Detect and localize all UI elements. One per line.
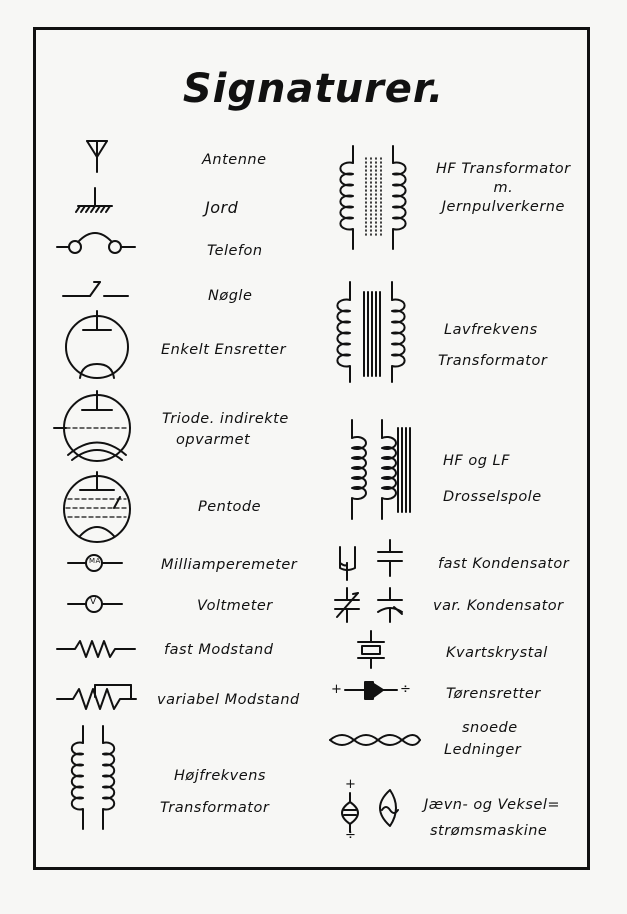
label-voltmeter: Voltmeter: [197, 598, 273, 614]
dc-ac-machines-symbol: [342, 790, 398, 832]
label-snoede-line2: Ledninger: [444, 742, 522, 758]
choke-coils-symbol: [352, 420, 410, 519]
label-ensretter: Enkelt Ensretter: [161, 342, 287, 358]
diode-valve-symbol: [66, 311, 128, 378]
variable-resistor-symbol: [57, 685, 136, 709]
label-fast-kondensator: fast Kondensator: [438, 556, 570, 572]
quartz-crystal-symbol: [358, 631, 384, 668]
triode-symbol: [54, 391, 130, 461]
label-telefon: Telefon: [207, 243, 263, 259]
label-hf-jernkerne: [436, 160, 571, 217]
label-maskine-line1: Jævn- og Veksel=: [424, 797, 561, 813]
v-glyph: V: [90, 597, 97, 607]
label-hf-line1: Højfrekvens: [174, 768, 266, 784]
page-title: Signaturer.: [182, 66, 445, 112]
label-lf-line2: Transformator: [438, 353, 548, 369]
telephone-symbol: [57, 233, 135, 253]
twisted-wires-symbol: [330, 735, 420, 745]
earth-symbol: [76, 188, 112, 212]
machine-plus-glyph: +: [345, 777, 357, 792]
label-snoede-ledninger: [444, 717, 521, 761]
ma-glyph: MA: [89, 557, 101, 565]
label-maskine: [424, 792, 560, 844]
label-antenne: Antenne: [202, 152, 267, 168]
minus-glyph: ÷: [400, 682, 412, 697]
label-variabel-modstand: variabel Modstand: [157, 692, 300, 708]
label-hf-line2: Transformator: [160, 800, 270, 816]
fixed-capacitor-symbol: [340, 540, 402, 580]
label-pentode: Pentode: [198, 499, 262, 515]
label-drossel-line2: Drosselspole: [443, 489, 542, 505]
label-kvartskrystal: Kvartskrystal: [446, 645, 548, 661]
lf-transformer-symbol: [337, 282, 404, 382]
label-milliamperemeter: Milliamperemeter: [161, 557, 298, 573]
label-torensretter: Tørensretter: [446, 686, 541, 702]
plus-glyph: +: [331, 682, 343, 697]
variable-capacitor-symbol: [335, 588, 402, 622]
antenna-symbol: [87, 141, 107, 172]
label-drosselspole: [443, 443, 542, 515]
label-drossel-line1: HF og LF: [443, 453, 510, 469]
hf-transformer-symbol: [72, 726, 114, 829]
label-nogle: Nøgle: [208, 288, 253, 304]
label-triode-line1: Triode. indirekte: [162, 411, 289, 427]
hf-iron-core-transformer-symbol: [340, 146, 405, 249]
label-hf-jern-line3: Jernpulverkerne: [441, 199, 565, 215]
label-lf-line1: Lavfrekvens: [444, 322, 538, 338]
pentode-symbol: [64, 472, 130, 542]
label-hf-jern-line1: HF Transformator: [436, 161, 571, 177]
label-maskine-line2: strømsmaskine: [430, 823, 548, 839]
fixed-resistor-symbol: [57, 641, 135, 657]
label-var-kondensator: var. Kondensator: [433, 598, 564, 614]
label-fast-modstand: fast Modstand: [164, 642, 274, 658]
label-hf-jern-line2: m.: [493, 180, 514, 196]
key-symbol: [63, 282, 128, 296]
label-hf-transformator: [160, 760, 269, 824]
label-triode: [162, 409, 289, 451]
dry-rectifier-symbol: [345, 682, 397, 699]
label-snoede-line1: snoede: [462, 720, 518, 736]
label-triode-line2: opvarmet: [176, 432, 251, 448]
label-jord: Jord: [205, 198, 239, 217]
machine-minus-glyph: ÷: [345, 828, 357, 843]
label-lavfrekvens: [438, 315, 547, 377]
